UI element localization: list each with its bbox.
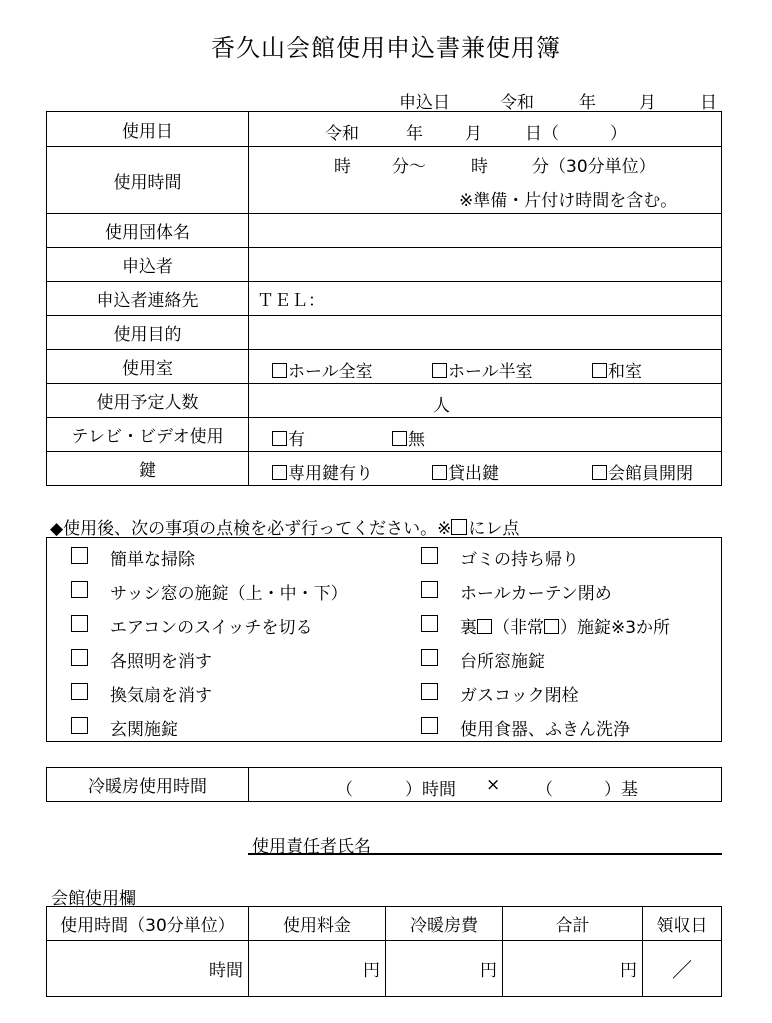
use-time-note: ※準備・片付け時間を含む。 [459,191,678,211]
row-use-time [47,147,722,214]
use-date-day: 日（ ） [525,124,627,144]
receipt-date-cell[interactable]: ／ [643,941,722,997]
checkbox-entrance[interactable] [71,717,88,734]
check-label-back-door: 裏 （非常 ）施錠※3か所 [460,618,671,638]
check-label-curtain: ホールカーテン閉め [460,584,612,604]
use-date-year: 年 [406,124,423,144]
row-key [47,452,722,486]
checkbox[interactable] [432,465,447,480]
checkbox-dishes[interactable] [421,717,438,734]
check-label-kitchen-window: 台所窓施錠 [460,652,545,672]
row-purpose [47,316,722,350]
people-unit: 人 [433,396,450,416]
checkbox-window-lock[interactable] [71,581,88,598]
responsible-person-label: 使用責任者氏名 [252,837,371,857]
use-time-field[interactable] [249,147,722,214]
check-label-lights: 各照明を消す [110,652,212,672]
checkbox[interactable] [272,363,287,378]
checkbox[interactable] [432,363,447,378]
people-field[interactable] [249,384,722,418]
checkbox[interactable] [272,465,287,480]
use-time-minute-from: 分～ [392,157,426,177]
contact-label: 申込者連絡先 [47,282,249,316]
checkbox-aircon[interactable] [71,615,88,632]
room-option-japanese[interactable]: 和室 [592,357,642,382]
hall-use-header-row [47,907,722,941]
contact-field[interactable]: ＴＥＬ： [249,282,722,316]
check-label-aircon: エアコンのスイッチを切る [110,618,313,638]
checkbox-garbage[interactable] [421,547,438,564]
header-total: 合計 [503,907,643,941]
checkbox[interactable] [272,431,287,446]
checkbox-curtain[interactable] [421,581,438,598]
room-option-full[interactable]: ホール全室 [272,357,373,382]
checkbox[interactable] [592,363,607,378]
room-option-half[interactable]: ホール半室 [432,357,533,382]
tv-option-yes[interactable]: 有 [272,425,305,450]
application-date-label: 申込日 [399,93,450,113]
application-day: 日 [700,93,717,113]
heating-open-paren-2: （ [536,780,553,800]
key-option-staff[interactable]: 会館員開閉 [592,459,693,484]
heating-table [46,767,722,802]
blank-box-icon [544,619,559,634]
hall-use-table [46,906,722,997]
checkbox-fan[interactable] [71,683,88,700]
check-label-entrance: 玄関施錠 [110,720,178,740]
use-time-hour-to: 時 [471,157,488,177]
header-receipt-date: 領収日 [643,907,722,941]
heating-open-paren-1: （ [336,780,353,800]
row-people [47,384,722,418]
group-name-label: 使用団体名 [47,214,249,248]
header-use-fee: 使用料金 [249,907,386,941]
heating-times: × [486,775,501,795]
tv-video-label: テレビ・ビデオ使用 [47,418,249,452]
use-time-hours-cell[interactable]: 時間 [47,941,249,997]
check-label-fan: 換気扇を消す [110,686,212,706]
checkbox-gas[interactable] [421,683,438,700]
purpose-field[interactable] [249,316,722,350]
heating-label: 冷暖房使用時間 [47,768,249,802]
row-contact [47,282,722,316]
heating-units: ）基 [604,780,638,800]
use-date-month: 月 [465,124,482,144]
application-era: 令和 [500,93,534,113]
key-label: 鍵 [47,452,249,486]
use-date-label: 使用日 [47,112,249,147]
check-label-dishes: 使用食器、ふきん洗浄 [460,720,630,740]
applicant-label: 申込者 [47,248,249,282]
use-time-hour: 時 [334,157,351,177]
applicant-field[interactable] [249,248,722,282]
check-label-window-lock: サッシ窓の施錠（上・中・下） [110,584,348,604]
hall-use-caption: 会館使用欄 [51,889,136,909]
checkbox[interactable] [592,465,607,480]
hall-use-entry-row [47,941,722,997]
total-cell[interactable]: 円 [503,941,643,997]
form-title: 香久山会館使用申込書兼使用簿 [211,34,561,62]
checkbox-kitchen-window[interactable] [421,649,438,666]
row-room [47,350,722,384]
heating-fee-cell[interactable]: 円 [386,941,503,997]
application-year: 年 [579,93,596,113]
application-month: 月 [639,93,656,113]
check-label-garbage: ゴミの持ち帰り [460,550,579,570]
checklist-frame [46,537,722,742]
key-option-dedicated[interactable]: 専用鍵有り [272,459,373,484]
use-fee-cell[interactable]: 円 [249,941,386,997]
heating-hours: ）時間 [405,780,456,800]
application-table [46,111,722,486]
use-date-era: 令和 [325,124,359,144]
row-tv-video [47,418,722,452]
checkbox-lights[interactable] [71,649,88,666]
header-use-time: 使用時間（30分単位） [47,907,249,941]
use-date-field[interactable] [249,112,722,147]
purpose-label: 使用目的 [47,316,249,350]
tv-option-no[interactable]: 無 [392,425,425,450]
checkbox-cleaning[interactable] [71,547,88,564]
room-label: 使用室 [47,350,249,384]
key-field [249,452,722,486]
use-time-minute-note: 分（30分単位） [532,157,656,177]
room-field [249,350,722,384]
checkbox-back-door[interactable] [421,615,438,632]
group-name-field[interactable] [249,214,722,248]
row-heating [47,768,722,802]
checkbox[interactable] [392,431,407,446]
people-label: 使用予定人数 [47,384,249,418]
check-label-gas: ガスコック閉栓 [460,686,579,706]
tv-video-field [249,418,722,452]
blank-box-icon [477,619,492,634]
checkbox-sample-icon [451,519,467,535]
responsible-signature-line[interactable] [248,853,722,855]
header-heating-fee: 冷暖房費 [386,907,503,941]
row-group-name [47,214,722,248]
heating-field[interactable] [249,768,722,802]
check-label-cleaning: 簡単な掃除 [110,550,195,570]
key-option-loan[interactable]: 貸出鍵 [432,459,499,484]
row-use-date [47,112,722,147]
checklist-heading: ◆使用後、次の事項の点検を必ず行ってください。※ にレ点 [50,519,520,539]
use-time-label: 使用時間 [47,147,249,214]
row-applicant [47,248,722,282]
